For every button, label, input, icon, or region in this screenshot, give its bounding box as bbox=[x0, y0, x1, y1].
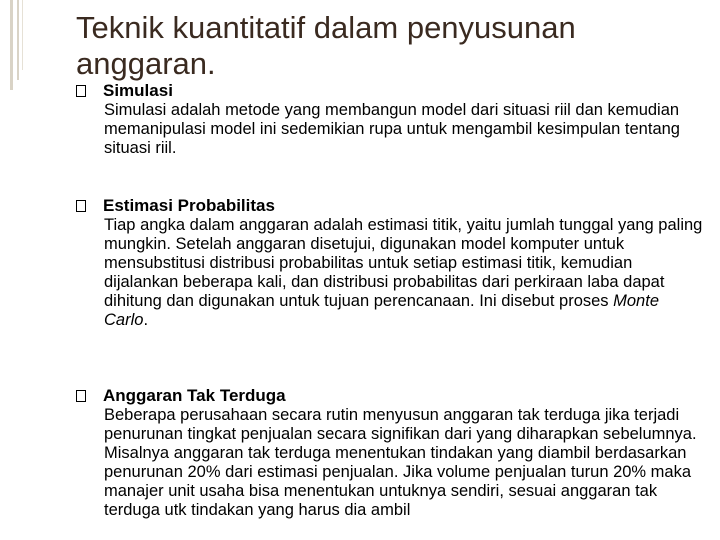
section-body: Beberapa perusahaan secara rutin menyusun anggaran tak terduga jika terjadi penurunan tingkat penjualan secara signifikan dari yang diharapkan sebelumnya. Misalnya anggaran tak terduga menentukan tindakan yang diambil berdasarkan penurunan 20% dari estimasi penjualan. Jika volume penjualan turun 20% maka manajer unit usaha bisa menentukan untuknya sendiri, sesuai anggaran tak terduga utk tindakan yang harus dia ambil bbox=[104, 406, 697, 519]
section-heading: Anggaran Tak Terduga bbox=[103, 386, 286, 405]
bullet-box-icon bbox=[76, 390, 86, 402]
bullet-row bbox=[76, 80, 706, 101]
decorative-rule bbox=[10, 0, 13, 90]
section-body-text: Tiap angka dalam anggaran adalah estimasi titik, yaitu jumlah tunggal yang paling mungkin. Setelah anggaran disetujui, digunakan model komputer untuk mensubstitusi distribusi probabilitas untuk setiap estimasi titik, kemudian dijalankan beberapa kali, dan distribusi probabilitas dari perkiraan laba dapat dihitung dan digunakan untuk tujuan perencanaan. Ini disebut proses bbox=[104, 216, 703, 310]
section-body bbox=[104, 216, 706, 330]
slide-title: Teknik kuantitatif dalam penyusunan anggaran. bbox=[76, 10, 576, 81]
bullet-box-icon bbox=[76, 85, 86, 97]
decorative-rule bbox=[17, 0, 19, 80]
section-estimasi-probabilitas bbox=[76, 195, 706, 330]
section-heading: Simulasi bbox=[103, 81, 173, 100]
bullet-row bbox=[76, 385, 706, 406]
section-body-end: . bbox=[143, 311, 149, 329]
bullet-row bbox=[76, 195, 706, 216]
section-anggaran-tak-terduga bbox=[76, 385, 706, 520]
monte-carlo-term: Monte Carlo bbox=[104, 292, 659, 329]
section-heading: Estimasi Probabilitas bbox=[103, 196, 275, 215]
decorative-rule bbox=[22, 0, 23, 70]
bullet-box-icon bbox=[76, 200, 86, 212]
section-simulasi bbox=[76, 80, 706, 158]
section-body: Simulasi adalah metode yang membangun model dari situasi riil dan kemudian memanipulasi model ini sedemikian rupa untuk mengambil kesimpulan tentang situasi riil. bbox=[104, 101, 680, 157]
